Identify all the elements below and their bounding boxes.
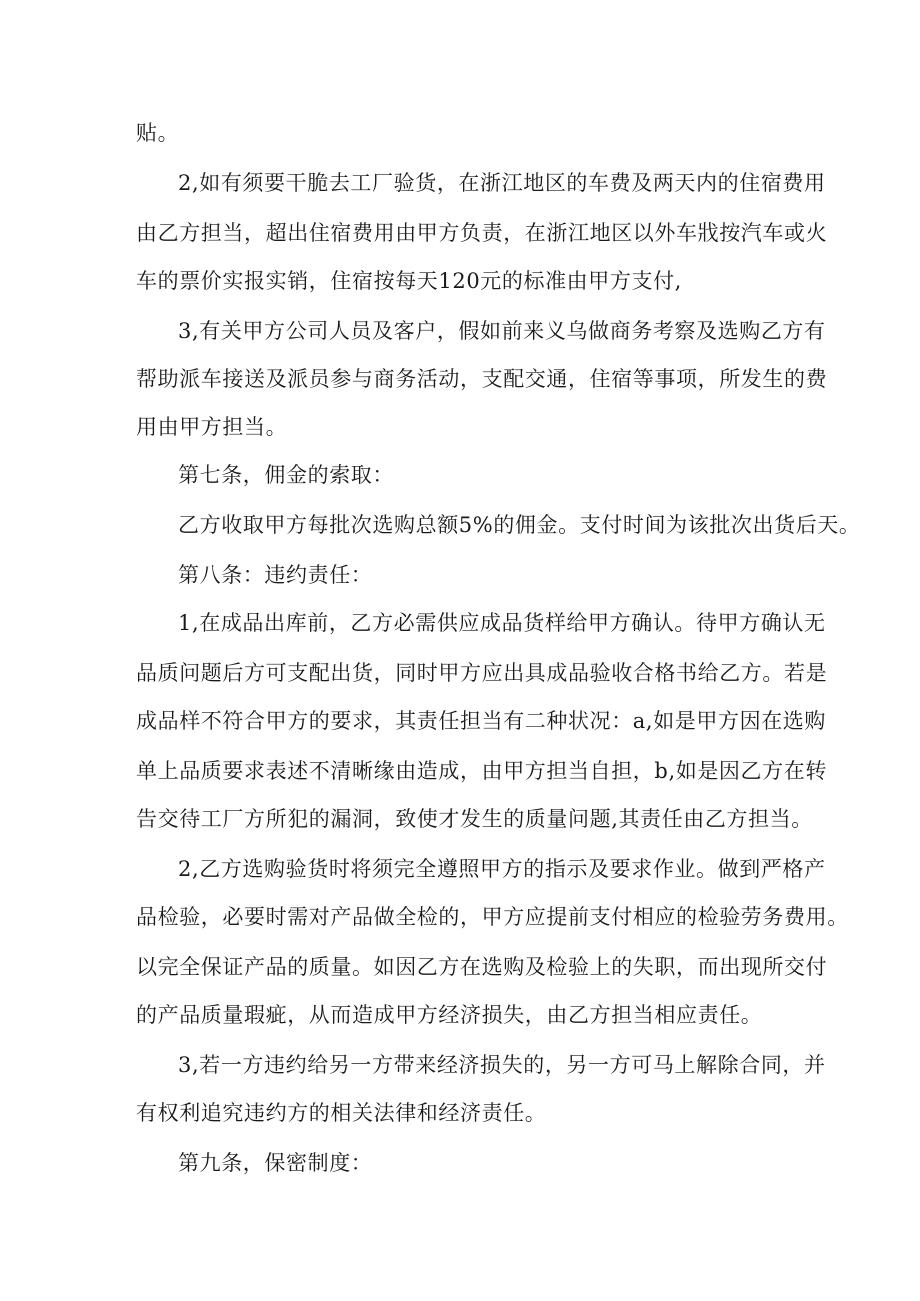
section-heading: 第七条，佣金的索取： (178, 463, 394, 487)
text-line: 由乙方担当，超出住宿费用由甲方负责，在浙江地区以外车戕按汽车或火 (136, 221, 828, 245)
section-heading: 第九条，保密制度： (178, 1151, 373, 1175)
text-line: 帮助派车接送及派员参与商务活动，支配交通，住宿等事项，所发生的费 (136, 367, 828, 391)
text-line: 3,若一方违约给另一方带来经济损失的，另一方可马上解除合同，并 (178, 1053, 826, 1077)
text-line: 成品样不符合甲方的要求，其责任担当有二种状况：a,如是甲方因在选购 (136, 709, 826, 733)
text-line: 3,有关甲方公司人员及客户，假如前来义乌做商务考察及选购乙方有 (178, 319, 826, 343)
section-heading: 第八条：违约责任： (178, 563, 373, 587)
text-line: 以完全保证产品的质量。如因乙方在选购及检验上的失职，而出现所交付 (136, 955, 828, 979)
text-line: 乙方收取甲方每批次选购总额5%的佣金。支付时间为该批次出货后天。 (178, 513, 861, 537)
text-line: 2,乙方选购验货时将须完全遵照甲方的指示及要求作业。做到严格产 (178, 857, 826, 881)
text-line: 品检验，必要时需对产品做全检的，甲方应提前支付相应的检验劳务费用。 (136, 905, 849, 929)
text-line: 告交待工厂方所犯的漏洞，致使才发生的质量问题,其责任由乙方担当。 (136, 807, 813, 831)
text-line: 车的票价实报实销，住宿按每天120元的标准由甲方支付, (136, 269, 682, 293)
text-line: 2,如有须要干脆去工厂验货，在浙江地区的车费及两天内的住宿费用 (178, 171, 826, 195)
text-line: 1,在成品出库前，乙方必需供应成品货样给甲方确认。待甲方确认无 (178, 611, 826, 635)
text-line: 用由甲方担当。 (136, 415, 288, 439)
text-line: 的产品质量瑕疵，从而造成甲方经济损失，由乙方担当相应责任。 (136, 1003, 763, 1027)
text-line: 有权利追究违约方的相关法律和经济责任。 (136, 1101, 547, 1125)
text-line: 品质问题后方可支配出货，同时甲方应出具成品验收合格书给乙方。若是 (136, 661, 828, 685)
text-line: 贴。 (136, 121, 180, 145)
text-line: 单上品质要求表述不清晰缘由造成，由甲方担当自担，b,如是因乙方在转 (136, 759, 827, 783)
